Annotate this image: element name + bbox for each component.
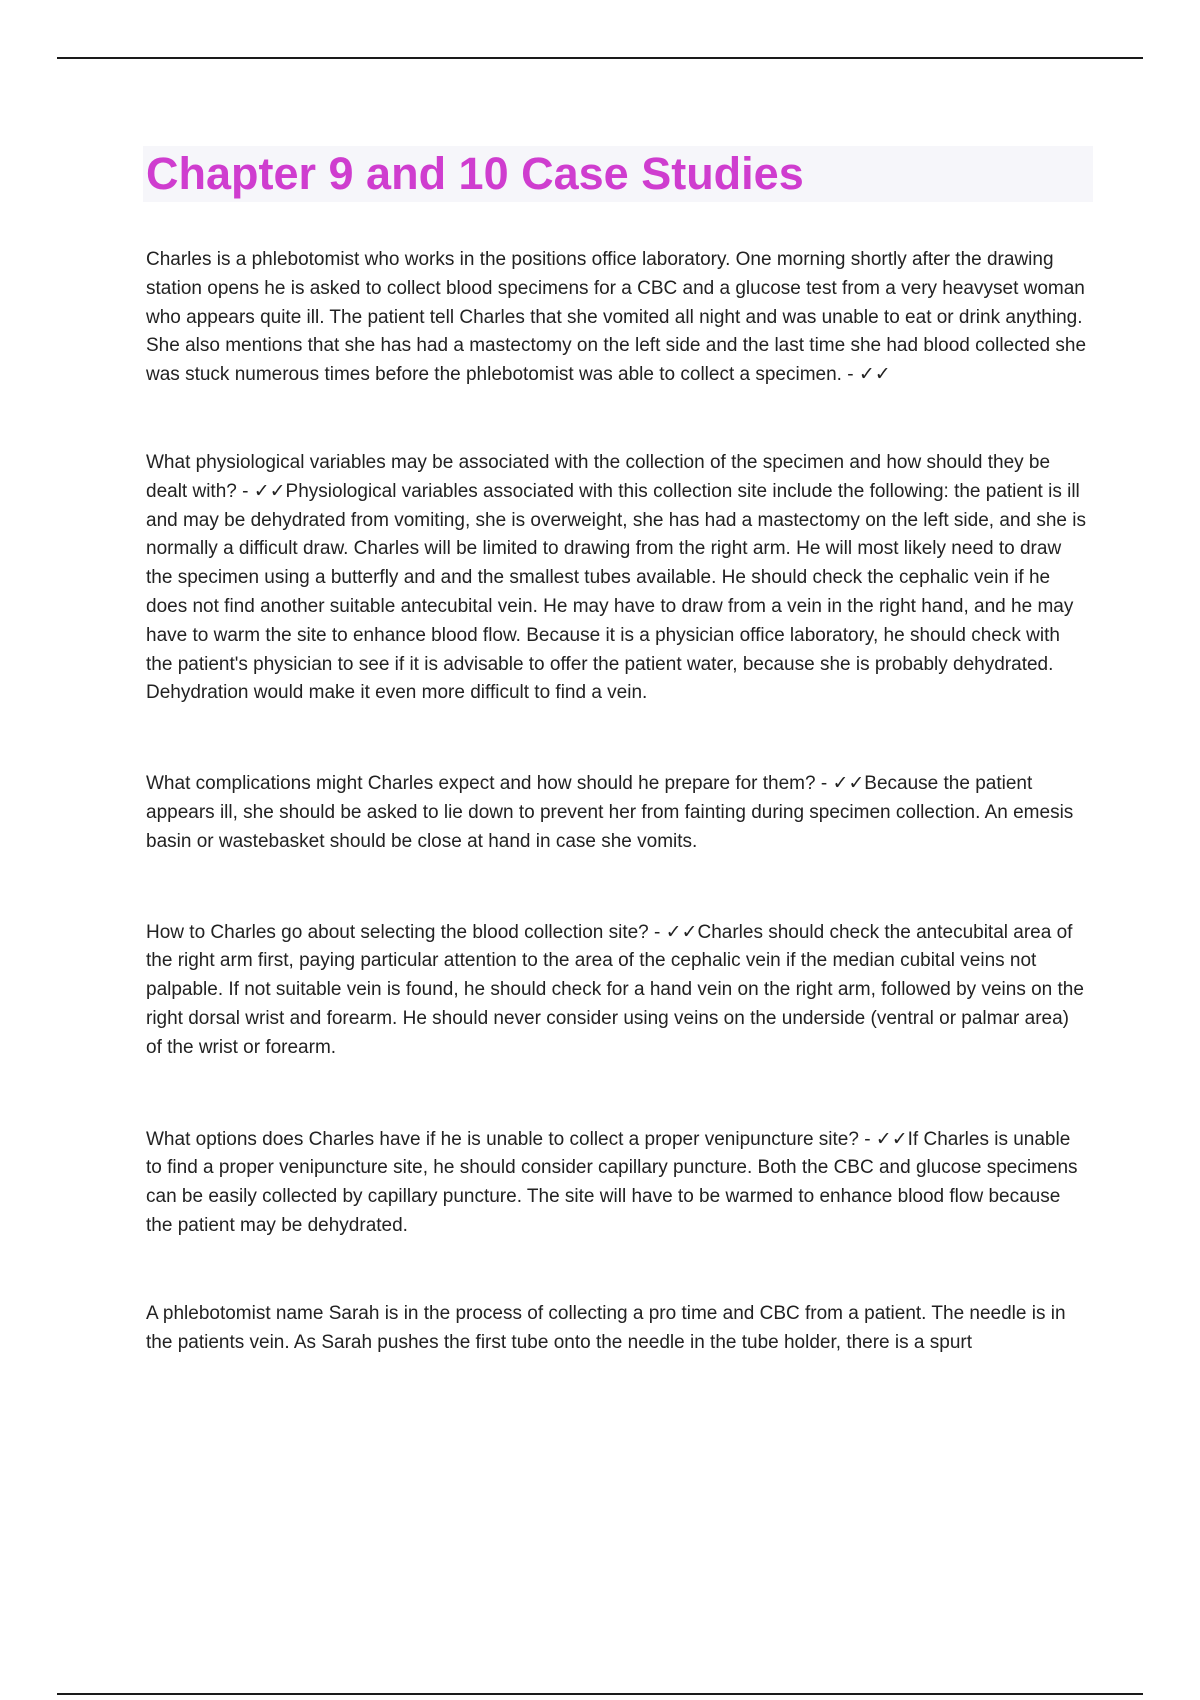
qa-complications: What complications might Charles expect and how should he prepare for them? - ✓✓Because the patient appears ill, she should be asked to lie down to prevent her from fainting during specimen collection. An emesis basin or wastebasket should be close at hand in case she vomits. — [146, 773, 1074, 852]
document-title: Chapter 9 and 10 Case Studies — [146, 148, 804, 199]
qa-physiological-variables: What physiological variables may be associated with the collection of the specimen and how should they be dealt with? - ✓✓Physiological variables associated with this collection site include the following: the patient is ill and may be dehydrated from vomiting, she is overweight, she has had a mastectomy on the left side, and she is normally a difficult draw. Charles will be limited to drawing from the right arm. He will most likely need to draw the specimen using a butterfly and and the smallest tubes available. He should check the cephalic vein if he does not find another suitable antecubital vein. He may have to draw from a vein in the right hand, and he may have to warm the site to enhance blood flow. Because it is a physician office laboratory, he should check with the patient's physician to see if it is advisable to offer the patient water, because she is probably dehydrated. Dehydration would make it even more difficult to find a vein. — [146, 451, 1086, 704]
qa-site-selection: How to Charles go about selecting the blood collection site? - ✓✓Charles should check the antecubital area of the right arm first, paying particular attention to the area of the cephalic vein if the median cubital veins not palpable. If not suitable vein is found, he should check for a hand vein on the right arm, followed by veins on the right dorsal wrist and forearm. He should never consider using veins on the underside (ventral or palmar area) of the wrist or forearm. — [146, 921, 1084, 1058]
second-case-clip — [146, 1300, 1090, 1358]
qa-options: What options does Charles have if he is unable to collect a proper venipuncture site? - ✓✓If Charles is unable to find a proper venipuncture site, he should consider capillary puncture. Both the CBC and glucose specimens can be easily collected by capillary puncture. The site will have to be warmed to enhance blood flow because the patient may be dehydrated. — [146, 1128, 1078, 1236]
footer-rule — [57, 1693, 1143, 1695]
case-intro-paragraph: Charles is a phlebotomist who works in the positions office laboratory. One morning shortly after the drawing station opens he is asked to collect blood specimens for a CBC and a glucose test from a very heavyset woman who appears quite ill. The patient tell Charles that she vomited all night and was unable to eat or drink anything. She also mentions that she has had a mastectomy on the left side and the last time she had blood collected she was stuck numerous times before the phlebotomist was able to collect a specimen. - ✓✓ — [146, 249, 1087, 386]
second-case-paragraph: A phlebotomist name Sarah is in the process of collecting a pro time and CBC from a patient. The needle is in the patients vein. As Sarah pushes the first tube onto the needle in the tube holder, there is a spurt — [146, 1302, 1066, 1353]
document-body — [146, 246, 1090, 1358]
header-rule — [57, 57, 1143, 59]
